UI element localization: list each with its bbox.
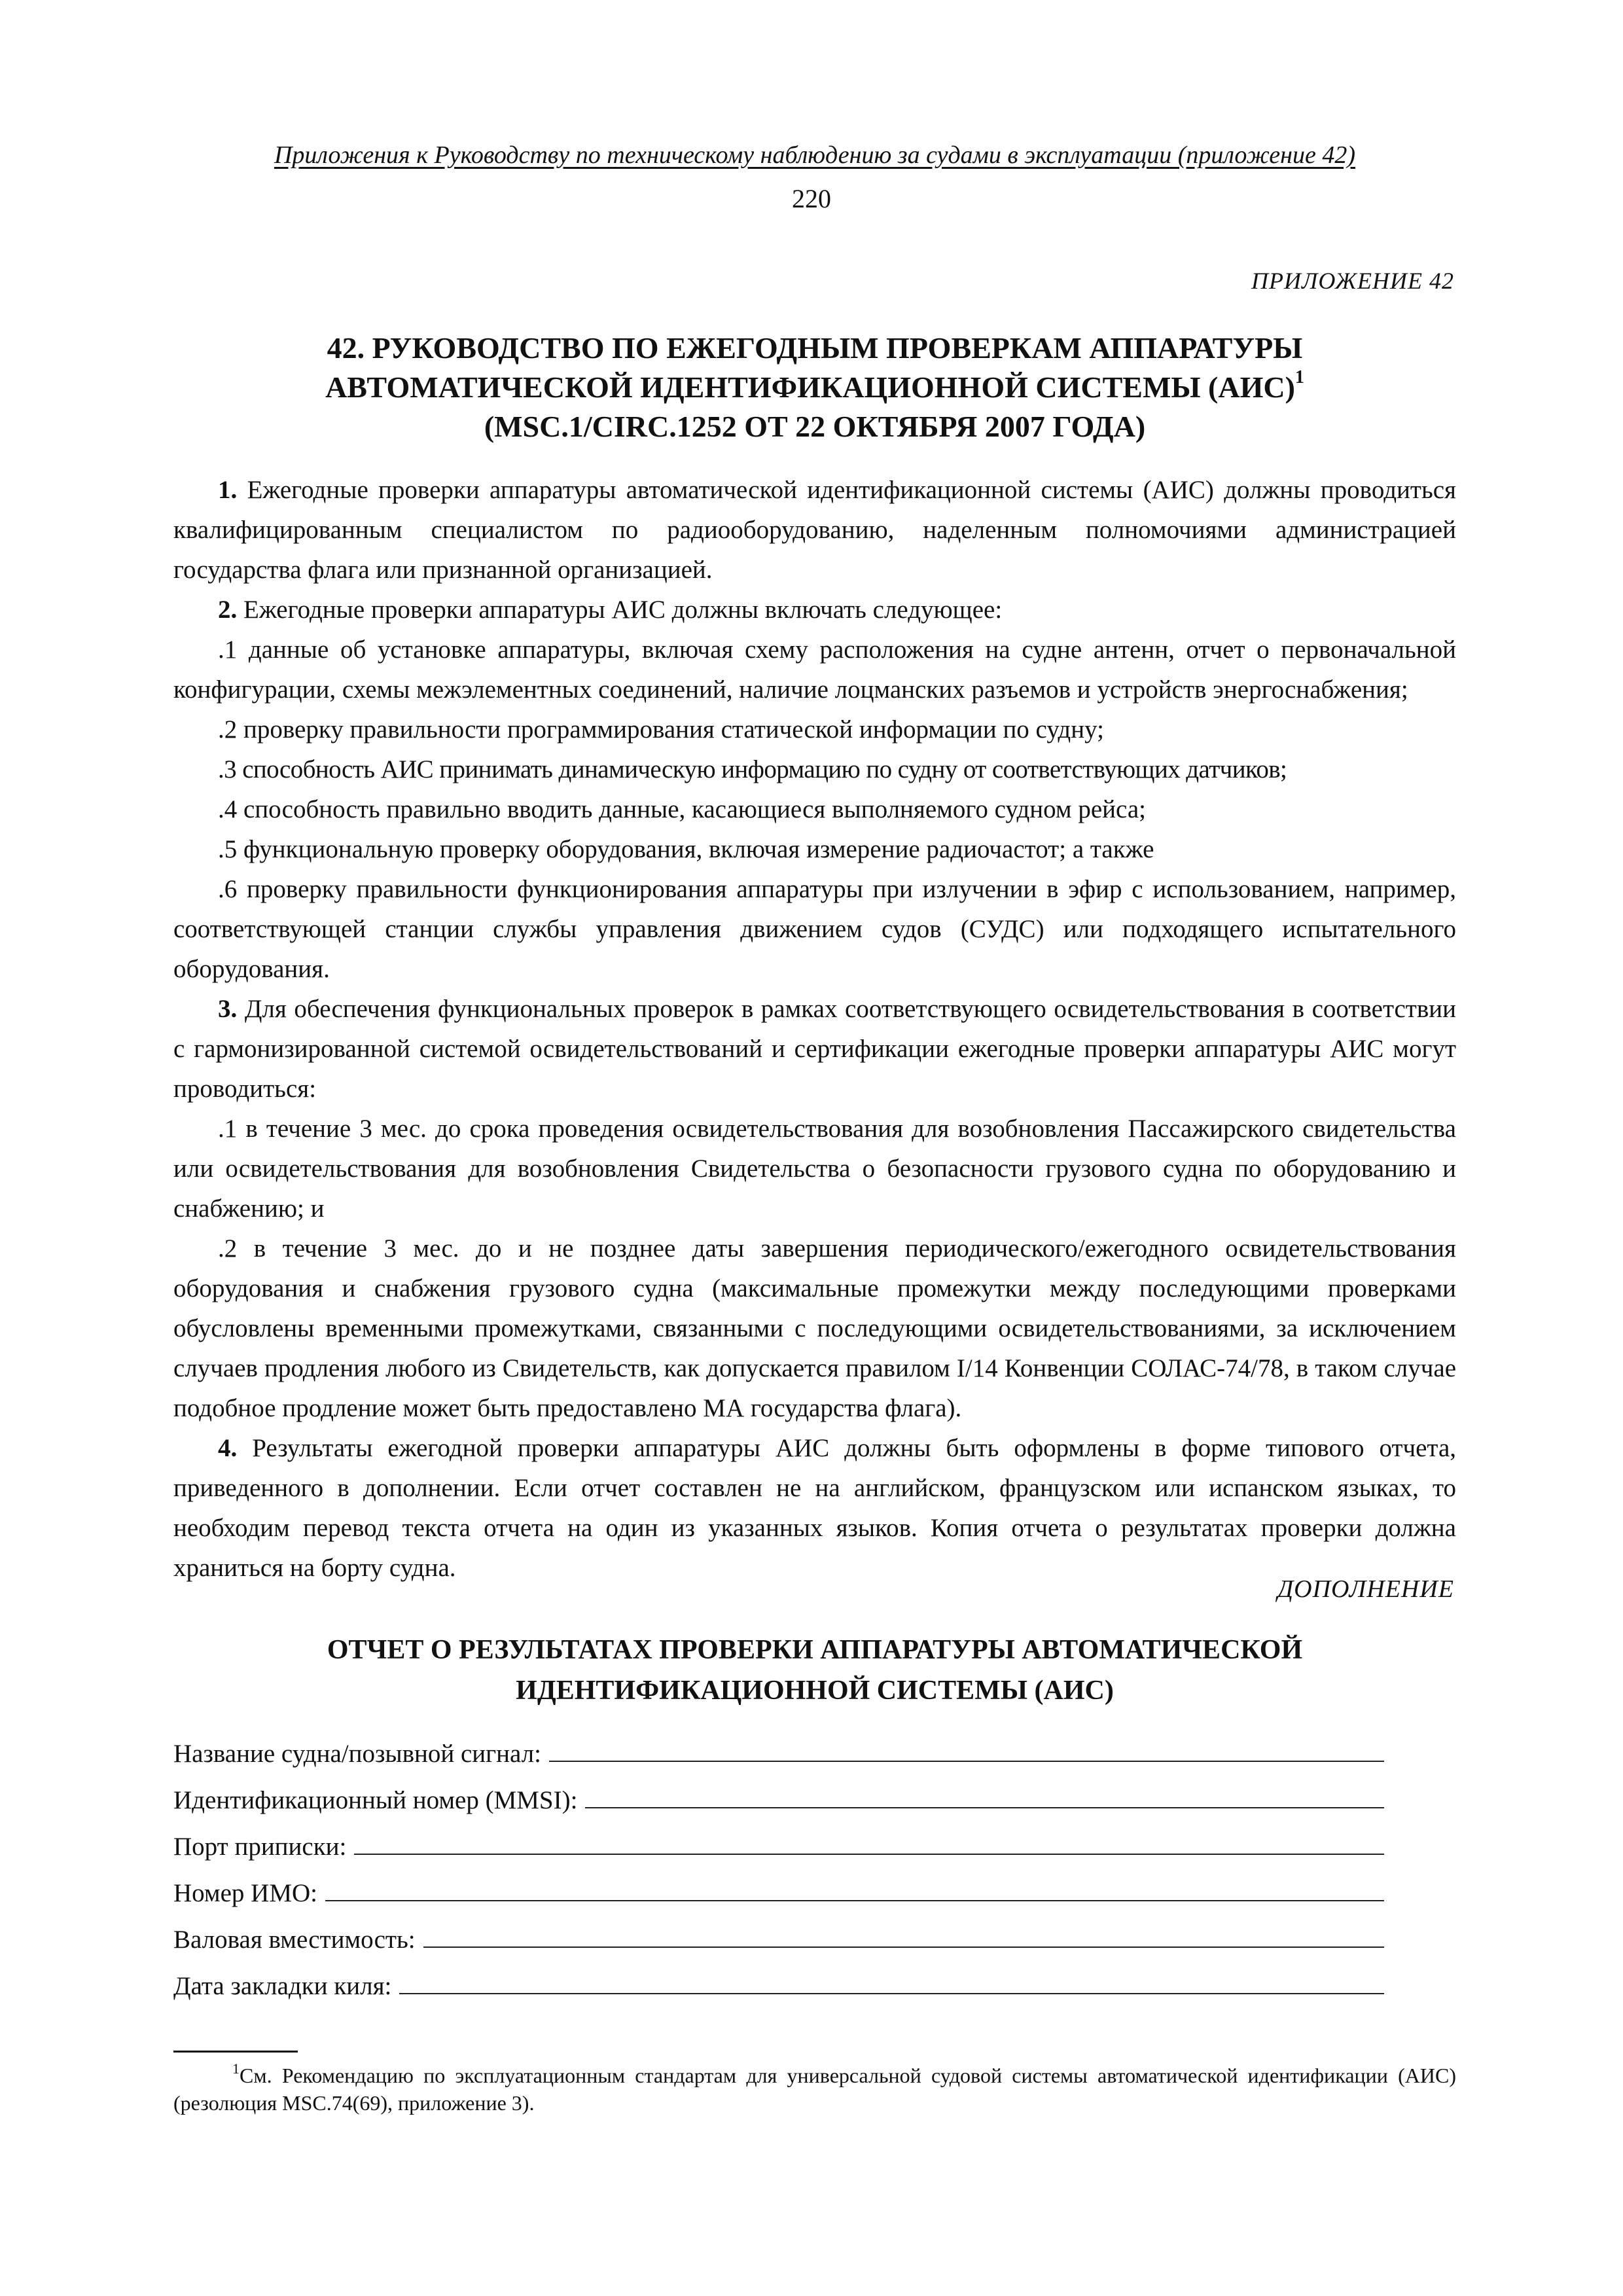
footnote-reference[interactable]: 1: [1294, 367, 1304, 387]
report-form: [173, 1736, 1384, 2015]
list-item: .5 функциональную проверку оборудования, включая измерение радиочастот; а также: [218, 835, 1154, 863]
imo-number-field[interactable]: [325, 1875, 1384, 1901]
page-number: 220: [792, 184, 831, 213]
field-label: Идентификационный номер (MMSI):: [173, 1786, 578, 1814]
report-title: [173, 1630, 1456, 1711]
paragraph-text: Ежегодные проверки аппаратуры автоматической идентификационной системы (АИС) должны проводиться квалифицированным специалистом по радиооборудованию, наделенным полномочиями администрацией государства флага или признанной организацией.: [173, 476, 1456, 584]
paragraph-text: Ежегодные проверки аппаратуры АИС должны включать следующее:: [243, 596, 1003, 624]
paragraph-text: Результаты ежегодной проверки аппаратуры АИС должны быть оформлены в форме типового отчета, приведенного в дополнении. Если отчет составлен не на английском, французском или испанском языках, то необходим перевод текста отчета на один из указанных языков. Копия отчета о результатах проверки должна храниться на борту судна.: [173, 1434, 1456, 1582]
port-of-registry-field[interactable]: [354, 1829, 1384, 1855]
footnote-divider: [173, 2051, 298, 2053]
title-line-1: 42. РУКОВОДСТВО ПО ЕЖЕГОДНЫМ ПРОВЕРКАМ АППАРАТУРЫ: [327, 331, 1303, 365]
document-title: [173, 329, 1456, 446]
paragraph-number: 1.: [218, 476, 238, 504]
footnote-text: См. Рекомендацию по эксплуатационным стандартам для универсальной судовой системы автоматической идентификации (АИС) (резолюция MSC.74(69), приложение 3).: [173, 2064, 1456, 2115]
paragraph-text: Для обеспечения функциональных проверок в рамках соответствующего освидетельствования в соответствии с гармонизированной системой освидетельствований и сертификации ежегодные проверки аппаратуры АИС могут проводиться:: [173, 995, 1456, 1103]
form-row-vessel-name: [173, 1736, 1384, 1782]
field-label: Валовая вместимость:: [173, 1926, 416, 1954]
list-item: .2 в течение 3 мес. до и не позднее даты завершения периодического/ежегодного освидетельствования оборудования и снабжения грузового судна (максимальные промежутки между последующими проверками обусловлены временными промежутками, связанными с последующими освидетельствованиями, за исключением случаев продления любого из Свидетельств, как допускается правилом I/14 Конвенции СОЛАС-74/78, в таком случае подобное продление может быть предоставлено МА государства флага).: [173, 1234, 1456, 1422]
paragraph-number: 4.: [218, 1434, 238, 1462]
vessel-name-field[interactable]: [549, 1736, 1384, 1762]
list-item: .4 способность правильно вводить данные, касающиеся выполняемого судном рейса;: [218, 795, 1146, 823]
document-body: [173, 470, 1456, 1588]
list-item: .6 проверку правильности функционирования аппаратуры при излучении в эфир с использованием, например, соответствующей станции службы управления движением судов (СУДС) или подходящего испытательного оборудования.: [173, 875, 1456, 983]
list-item: .2 проверку правильности программирования статической информации по судну;: [218, 715, 1104, 744]
paragraph-number: 3.: [218, 995, 238, 1023]
form-row-imo-number: [173, 1875, 1384, 1922]
footnote: [173, 2062, 1456, 2117]
mmsi-field[interactable]: [585, 1782, 1384, 1808]
form-row-mmsi: [173, 1782, 1384, 1829]
title-line-2-text: АВТОМАТИЧЕСКОЙ ИДЕНТИФИКАЦИОННОЙ СИСТЕМЫ (АИС): [325, 370, 1295, 404]
form-row-port-of-registry: [173, 1829, 1384, 1875]
title-line-2: [173, 368, 1456, 407]
gross-tonnage-field[interactable]: [423, 1922, 1384, 1948]
paragraph-number: 2.: [218, 596, 238, 624]
paragraph-4: [173, 1428, 1456, 1588]
form-row-gross-tonnage: [173, 1922, 1384, 1968]
title-line-3: (MSC.1/CIRC.1252 ОТ 22 ОКТЯБРЯ 2007 ГОДА): [484, 410, 1146, 443]
footnote-mark: 1: [232, 2060, 240, 2077]
report-title-line-1: ОТЧЕТ О РЕЗУЛЬТАТАХ ПРОВЕРКИ АППАРАТУРЫ АВТОМАТИЧЕСКОЙ: [327, 1635, 1303, 1665]
paragraph-1: [173, 470, 1456, 590]
field-label: Название судна/позывной сигнал:: [173, 1740, 541, 1768]
keel-laying-date-field[interactable]: [399, 1968, 1384, 1994]
running-header: Приложения к Руководству по техническому наблюдению за судами в эксплуатации (приложение 42): [274, 141, 1356, 169]
field-label: Порт приписки:: [173, 1833, 347, 1861]
field-label: Дата закладки киля:: [173, 1972, 392, 2000]
paragraph-3: [173, 989, 1456, 1109]
field-label: Номер ИМО:: [173, 1879, 318, 1907]
report-title-line-2: ИДЕНТИФИКАЦИОННОЙ СИСТЕМЫ (АИС): [516, 1676, 1114, 1706]
paragraph-2: [173, 590, 1456, 630]
appendix-label: ПРИЛОЖЕНИЕ 42: [1251, 268, 1454, 294]
footnote-body: [173, 2062, 1456, 2117]
list-item: .3 способность АИС принимать динамическую информацию по судну от соответствующих датчиков;: [218, 755, 1287, 783]
addendum-label: ДОПОЛНЕНИЕ: [1277, 1575, 1454, 1603]
list-item: .1 в течение 3 мес. до срока проведения освидетельствования для возобновления Пассажирского свидетельства или освидетельствования для возобновления Свидетельства о безопасности грузового судна по оборудованию и снабжению; и: [173, 1115, 1456, 1223]
form-row-keel-laying-date: [173, 1968, 1384, 2015]
list-item: .1 данные об установке аппаратуры, включая схему расположения на судне антенн, отчет о первоначальной конфигурации, схемы межэлементных соединений, наличие лоцманских разъемов и устройств энергоснабжения;: [173, 636, 1456, 704]
